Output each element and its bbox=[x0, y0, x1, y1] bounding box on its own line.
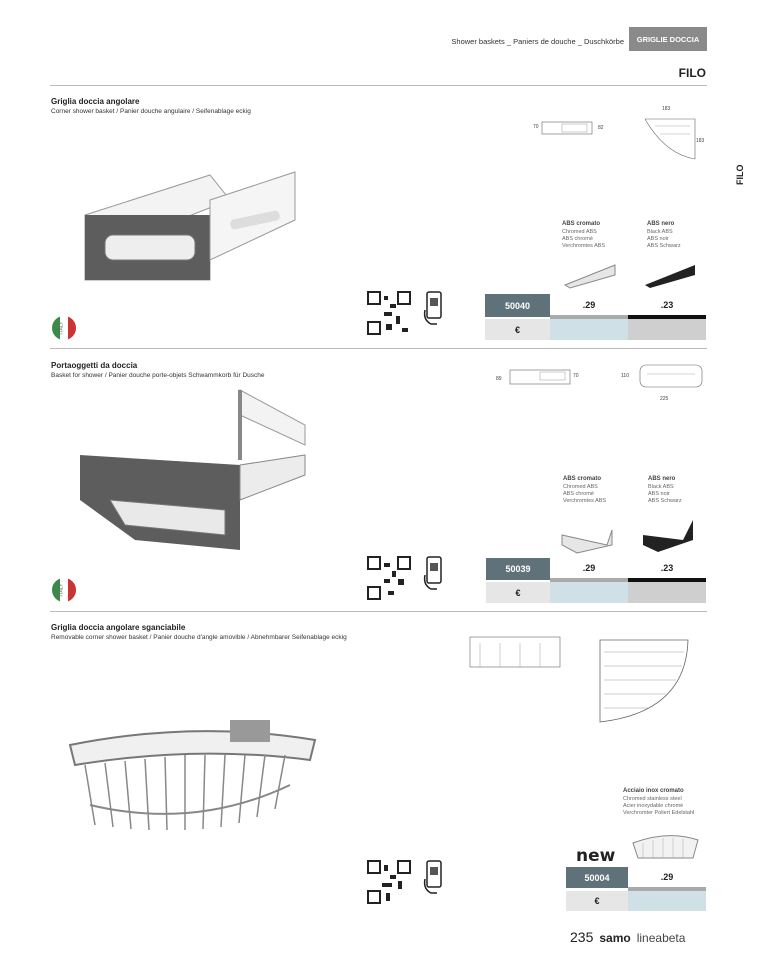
italy-flag-badge: ITALY bbox=[52, 578, 76, 602]
currency: € bbox=[566, 891, 628, 911]
product-image-removable-basket bbox=[65, 705, 325, 835]
finish-heading: ABS cromato bbox=[562, 221, 601, 227]
finish-lines: Chromed ABS ABS chromé Verchromtes ABS bbox=[562, 229, 606, 249]
finish-lines: Black ABS ABS noir ABS Schwarz bbox=[647, 229, 681, 249]
currency: € bbox=[486, 582, 550, 603]
product-subtitle: Corner shower basket / Panier douche angulaire / Seifenablage eckig bbox=[51, 108, 251, 115]
swatch-black bbox=[638, 510, 698, 555]
product-code: 50004 bbox=[566, 867, 628, 888]
price-cell-black bbox=[628, 582, 706, 603]
product-image-corner-basket bbox=[80, 160, 305, 295]
price-cell-steel bbox=[628, 891, 706, 911]
price-cell-chrome bbox=[550, 319, 628, 340]
page-number: 235 bbox=[570, 929, 594, 945]
product-code: 50040 bbox=[485, 294, 550, 317]
brand-logo: samo bbox=[599, 931, 631, 945]
product-subtitle: Removable corner shower basket / Panier douche d'angle amovible / Abnehmbarer Seifenablage eckig bbox=[51, 634, 347, 641]
divider bbox=[50, 611, 707, 612]
italy-flag-badge: ITALY bbox=[52, 316, 76, 340]
phone-scan-icon bbox=[421, 859, 447, 897]
product-title: Griglia doccia angolare sganciabile bbox=[51, 623, 186, 632]
price-chrome: .29 bbox=[550, 558, 628, 578]
dimension-drawing-front bbox=[440, 623, 575, 683]
finish-lines: Chromed stainless steel Acier inoxydable chromé Verchromter Poliert Edelstahl bbox=[623, 796, 695, 816]
dimension-label: 225 bbox=[660, 396, 669, 402]
qr-code[interactable] bbox=[366, 555, 412, 601]
swatch-chrome bbox=[560, 260, 620, 290]
new-badge: new bbox=[576, 846, 616, 866]
dimension-label: 183 bbox=[696, 138, 705, 144]
dimension-label: 183 bbox=[662, 106, 671, 112]
divider bbox=[50, 85, 707, 86]
dimension-drawing-top bbox=[588, 622, 708, 732]
qr-code[interactable] bbox=[366, 859, 412, 905]
product-title: Griglia doccia angolare bbox=[51, 97, 140, 106]
finish-heading: Acciaio inox cromato bbox=[623, 788, 684, 794]
collection-title: FILO bbox=[678, 66, 706, 80]
finish-lines: Black ABS ABS noir ABS Schwarz bbox=[648, 484, 682, 504]
price-cell-chrome bbox=[550, 582, 628, 603]
dimension-label: 82 bbox=[598, 125, 604, 131]
swatch-black bbox=[640, 260, 700, 290]
side-label: FILO bbox=[735, 164, 745, 186]
header-categories: Shower baskets _ Paniers de douche _ Duschkörbe bbox=[451, 37, 624, 46]
swatch-chrome bbox=[557, 515, 617, 555]
swatch-steel bbox=[628, 828, 703, 863]
dimension-label: 110 bbox=[621, 373, 629, 379]
price-steel: .29 bbox=[628, 867, 706, 887]
dimension-drawing-top bbox=[640, 114, 700, 164]
finish-heading: ABS nero bbox=[647, 221, 675, 227]
product-subtitle: Basket for shower / Panier douche porte-objets Schwammkorb für Dusche bbox=[51, 372, 265, 379]
price-cell-black bbox=[628, 319, 706, 340]
finish-lines: Chromed ABS ABS chromé Verchromtes ABS bbox=[563, 484, 607, 504]
product-code: 50039 bbox=[486, 558, 550, 580]
section-tab[interactable]: GRIGLIE DOCCIA bbox=[629, 27, 707, 51]
phone-scan-icon bbox=[421, 555, 447, 593]
phone-scan-icon bbox=[421, 290, 447, 328]
page-footer bbox=[570, 929, 685, 945]
price-black: .23 bbox=[628, 294, 706, 315]
finish-heading: ABS cromato bbox=[563, 476, 602, 482]
product-title: Portaoggetti da doccia bbox=[51, 361, 138, 370]
dimension-label: 70 bbox=[533, 124, 539, 130]
price-chrome: .29 bbox=[550, 294, 628, 315]
brand-line: lineabeta bbox=[636, 931, 686, 945]
dimension-label: 70 bbox=[573, 373, 579, 379]
dimension-drawing-top bbox=[637, 362, 705, 392]
product-image-shower-basket bbox=[75, 385, 310, 570]
dimension-label: 89 bbox=[496, 376, 502, 382]
divider bbox=[50, 348, 707, 349]
qr-code[interactable] bbox=[366, 290, 412, 336]
finish-heading: ABS nero bbox=[648, 476, 676, 482]
currency: € bbox=[485, 319, 550, 340]
price-black: .23 bbox=[628, 558, 706, 578]
